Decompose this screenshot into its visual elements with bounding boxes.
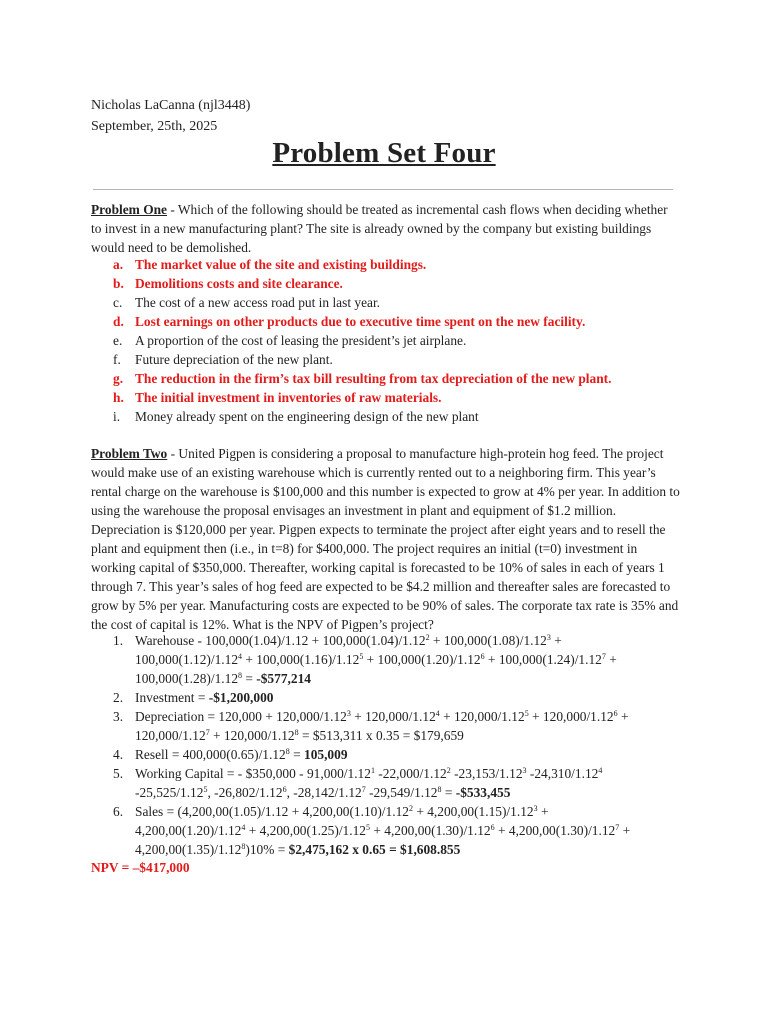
calculation-item <box>91 802 691 859</box>
problem-two-prompt <box>91 444 681 634</box>
problem-one-options <box>91 255 681 426</box>
author-name: Nicholas LaCanna (njl3448) <box>91 98 251 113</box>
option-marker: b. <box>113 276 124 291</box>
option-item <box>91 255 681 274</box>
option-item <box>91 388 681 407</box>
calculation-item <box>91 631 691 688</box>
option-text: Future depreciation of the new plant. <box>135 352 333 367</box>
calculation-number: 5. <box>113 766 124 781</box>
option-item <box>91 407 681 426</box>
calculation-item <box>91 707 691 745</box>
calculation-number: 4. <box>113 747 124 762</box>
calculation-line: Working Capital = - $350,000 - 91,000/1.12$^1$ -22,000/1.12$^2$ -23,153/1.12$^3$ -24,310/1.12$^4$ <box>135 766 603 781</box>
calculation-number: 3. <box>113 709 124 724</box>
calculation-line: Depreciation = $120,000 + 120,000/1.12^3 + 120,000/1.12^4 + 120,000/1.12^5 + 120,000/1.12^6$ + <box>135 709 629 724</box>
option-item <box>91 293 681 312</box>
calculation-line: Sales = ($4,200,00(1.05)/1.12 + 4,200,00(1.10)/1.12^2 + 4,200,00(1.15)/1.12^3$ + <box>135 804 549 819</box>
calculation-item <box>91 745 691 764</box>
calculation-number: 2. <box>113 690 124 705</box>
option-marker: i. <box>113 409 121 424</box>
option-marker: c. <box>113 295 123 310</box>
option-marker: a. <box>113 257 124 272</box>
option-text: Demolitions costs and site clearance. <box>135 276 343 291</box>
option-text: A proportion of the cost of leasing the president’s jet airplane. <box>135 333 467 348</box>
calculation-line: $100,000(1.12)/1.12^4 + 100,000(1.16)/1.12^5 + 100,000(1.20)/1.12^6 + 100,000(1.24)/1.12^7$ + <box>135 652 617 667</box>
calculation-item <box>91 764 691 802</box>
option-marker: h. <box>113 390 124 405</box>
problem-one-text: - Which of the following should be treated as incremental cash flows when deciding whether to invest in a new manufacturing plant? The site is already owned by the company but existing buildings would need to be demolished. <box>91 202 668 255</box>
calculation-number: 6. <box>113 804 124 819</box>
option-item <box>91 331 681 350</box>
calculation-line: Warehouse - $100,000(1.04)/1.12 + 100,000(1.04)/1.12^2 + 100,000(1.08)/1.12^3$ + <box>135 633 562 648</box>
problem-one-label: Problem One <box>91 202 167 217</box>
calculation-item <box>91 688 691 707</box>
option-text: The cost of a new access road put in last year. <box>135 295 381 310</box>
option-marker: e. <box>113 333 123 348</box>
option-text: The market value of the site and existing buildings. <box>135 257 427 272</box>
npv-result: NPV = –$417,000 <box>91 860 190 875</box>
problem-two-text: - United Pigpen is considering a proposal to manufacture high-protein hog feed. The project would make use of an existing warehouse which is currently rented out to a neighboring firm. This year’s rental charge on the warehouse is $100,000 and this number is expected to grow at 4% per year. In addition to using the warehouse the proposal envisages an investment in plant and equipment of $1.2 million. Depreciation is $120,000 per year. Pigpen expects to terminate the project after eight years and to resell the plant and equipment then (i.e., in t=8) for $400,000. The project requires an initial (t=0) investment in working capital of $350,000. Thereafter, working capital is forecasted to be 10% of sales in each of years 1 through 7. This year’s sales of hog feed are expected to be $4.2 million and thereafter sales are forecasted to grow by 5% per year. Manufacturing costs are expected to be 90% of sales. The corporate tax rate is 35% and the cost of capital is 12%. What is the NPV of Pigpen’s project? <box>91 446 680 632</box>
document-date: September, 25th, 2025 <box>91 119 218 134</box>
option-item <box>91 369 681 388</box>
option-marker: g. <box>113 371 124 386</box>
calculation-line: $100,000(1.28)/1.12^8$ = -$577,214 <box>135 671 311 686</box>
option-text: The initial investment in inventories of raw materials. <box>135 390 442 405</box>
option-item <box>91 312 681 331</box>
calculation-line: Investment = -$1,200,000 <box>135 690 274 705</box>
calculation-line: $4,200,00(1.20)/1.12^4 + 4,200,00(1.25)/1.12^5 + 4,200,00(1.30)/1.12^6 + 4,200,00(1.30)/1.12^7$ + <box>135 823 631 838</box>
option-item <box>91 350 681 369</box>
problem-two-calculations <box>91 631 691 859</box>
option-text: Lost earnings on other products due to executive time spent on the new facility. <box>135 314 586 329</box>
title-divider <box>93 189 673 190</box>
option-marker: d. <box>113 314 124 329</box>
option-text: The reduction in the firm’s tax bill resulting from tax depreciation of the new plant. <box>135 371 612 386</box>
page-title: Problem Set Four <box>272 137 496 169</box>
calculation-number: 1. <box>113 633 124 648</box>
author-header <box>91 95 250 137</box>
option-marker: f. <box>113 352 121 367</box>
calculation-line: $120,000/1.12^7 + 120,000/1.12^8$ = $513,311 x 0.35 = $179,659 <box>135 728 464 743</box>
calculation-line: $4,200,00(1.35)/1.12^8)10\%$ = $2,475,162 x 0.65 = $1,608.855 <box>135 842 461 857</box>
problem-one-prompt <box>91 200 681 257</box>
problem-two-label: Problem Two <box>91 446 168 461</box>
calculation-line: Resell = $400,000(0.65)/1.12^8 = 105,009$ <box>135 747 348 762</box>
option-item <box>91 274 681 293</box>
calculation-line: -25,525/1.12$^5$, -26,802/1.12$^6$, -28,142/1.12$^7$ $-29,549/1.12^8$ = -$533,455 <box>135 785 511 800</box>
option-text: Money already spent on the engineering design of the new plant <box>135 409 479 424</box>
